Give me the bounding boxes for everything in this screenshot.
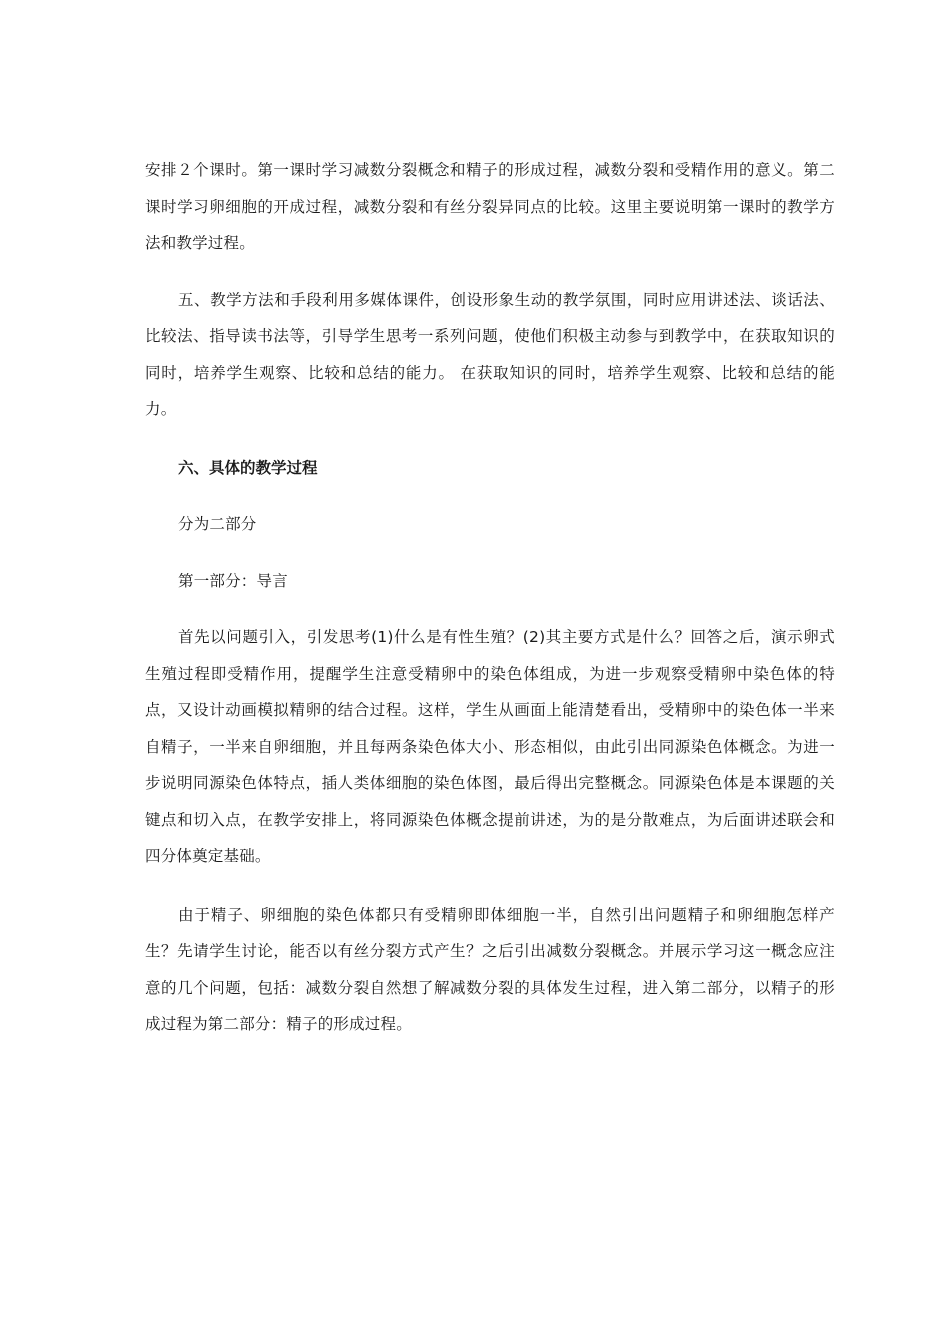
section-heading-teaching-process: 六、具体的教学过程 xyxy=(178,458,318,477)
paragraph-teaching-methods: 五、教学方法和手段利用多媒体课件，创设形象生动的教学氛围，同时应用讲述法、谈话法、比较法、指导读书法等，引导学生思考一系列问题，使他们积极主动参与到教学中，在获取知识的同时，培养学生观察、比较和总结的能力。 在获取知识的同时，培养学生观察、比较和总结的能力。 xyxy=(145,290,835,418)
document-page xyxy=(145,152,835,1043)
paragraph-introduction: 首先以问题引入，引发思考(1)什么是有性生殖？(2)其主要方式是什么？回答之后，演示卵式生殖过程即受精作用，提醒学生注意受精卵中的染色体组成，为进一步观察受精卵中染色体的特点，又设计动画模拟精卵的结合过程。这样，学生从画面上能清楚看出，受精卵中的染色体一半来自精子，一半来自卵细胞，并且每两条染色体大小、形态相似，由此引出同源染色体概念。为进一步说明同源染色体特点，插人类体细胞的染色体图，最后得出完整概念。同源染色体是本课题的关键点和切入点，在教学安排上，将同源染色体概念提前讲述，为的是分散难点，为后面讲述联会和四分体奠定基础。 xyxy=(145,628,835,865)
paragraph-meiosis-intro: 由于精子、卵细胞的染色体都只有受精卵即体细胞一半，自然引出问题精子和卵细胞怎样产生？先请学生讨论，能否以有丝分裂方式产生？之后引出减数分裂概念。并展示学习这一概念应注意的几个问题，包括：减数分裂自然想了解减数分裂的具体发生过程，进入第二部分，以精子的形成过程为第二部分：精子的形成过程。 xyxy=(145,905,835,1033)
paragraph-part-one-title: 第一部分：导言 xyxy=(178,571,288,590)
paragraph-class-schedule: 安排２个课时。第一课时学习减数分裂概念和精子的形成过程，减数分裂和受精作用的意义。第二课时学习卵细胞的开成过程，减数分裂和有丝分裂异同点的比较。这里主要说明第一课时的教学方法和教学过程。 xyxy=(145,161,835,252)
paragraph-two-parts: 分为二部分 xyxy=(178,515,257,533)
